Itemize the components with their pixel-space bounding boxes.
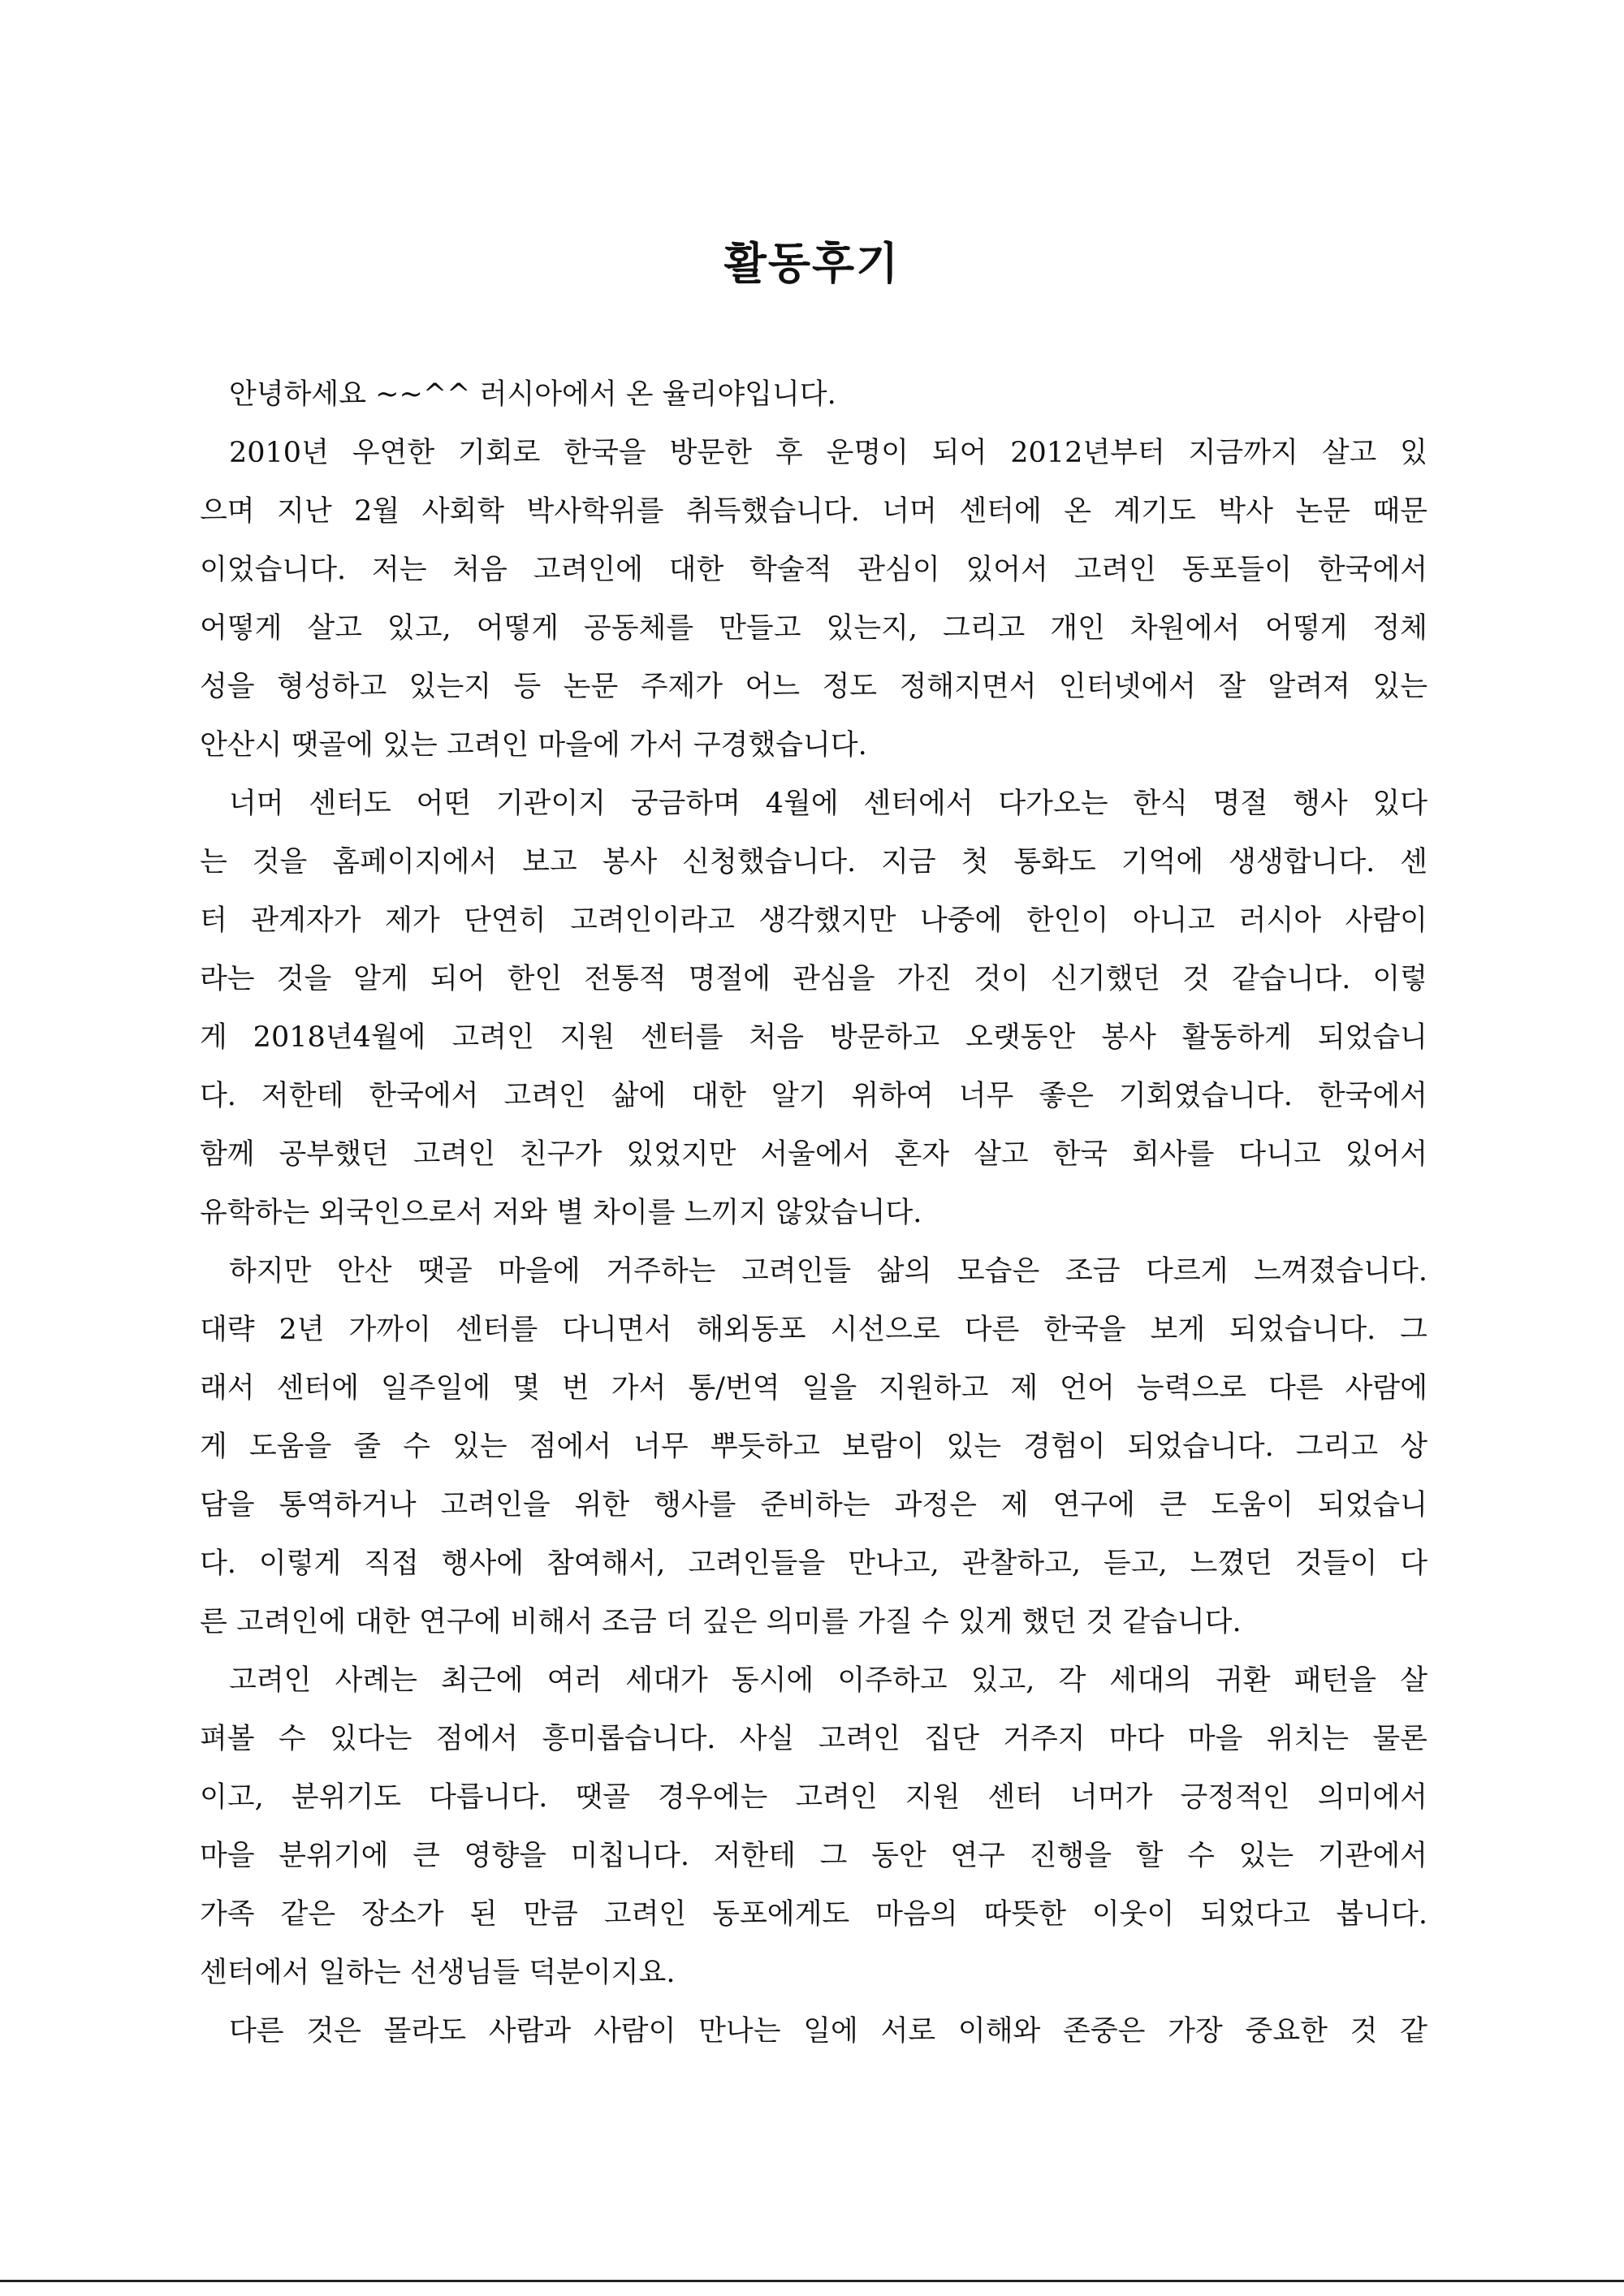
document-title: 활동후기 [723,237,901,289]
text-line: 2010년 우연한 기회로 한국을 방문한 후 운명이 되어 2012년부터 지금까지 살고 있 [229,437,1427,469]
text-line: 센터에서 일하는 선생님들 덕분이지요. [200,1957,676,1989]
text-line: 안산시 땟골에 있는 고려인 마을에 가서 구경했습니다. [200,729,867,762]
text-line: 함께 공부했던 고려인 친구가 있었지만 서울에서 혼자 살고 한국 회사를 다니고 있어서 [200,1138,1427,1171]
text-line: 다. 이렇게 직접 행사에 참여해서, 고려인들을 만나고, 관찰하고, 듣고, 느꼈던 것들이 다 [200,1547,1427,1580]
text-line: 유학하는 외국인으로서 저와 별 차이를 느끼지 않았습니다. [200,1197,922,1229]
text-line: 하지만 안산 땟골 마을에 거주하는 고려인들 삶의 모습은 조금 다르게 느껴졌습니다. [229,1255,1427,1288]
text-line: 이었습니다. 저는 처음 고려인에 대한 학술적 관심이 있어서 고려인 동포들이 한국에서 [200,554,1427,586]
page-bottom-rule [0,2280,1624,2282]
text-line: 성을 형성하고 있는지 등 논문 주제가 어느 정도 정해지면서 인터넷에서 잘 알려져 있는 [200,671,1427,703]
text-line: 다. 저한테 한국에서 고려인 삶에 대한 알기 위하여 너무 좋은 기회였습니다. 한국에서 [200,1080,1427,1112]
text-line: 안녕하세요 ~~^^ 러시아에서 온 율리야입니다. [229,378,836,411]
text-line: 펴볼 수 있다는 점에서 흥미롭습니다. 사실 고려인 집단 거주지 마다 마을 위치는 물론 [200,1723,1427,1755]
text-line: 이고, 분위기도 다릅니다. 땟골 경우에는 고려인 지원 센터 너머가 긍정적인 의미에서 [200,1781,1427,1814]
text-line: 어떻게 살고 있고, 어떻게 공동체를 만들고 있는지, 그리고 개인 차원에서 어떻게 정체 [200,612,1427,645]
text-line: 고려인 사례는 최근에 여러 세대가 동시에 이주하고 있고, 각 세대의 귀환 패턴을 살 [229,1664,1427,1697]
document-body [200,365,1427,2061]
text-line: 래서 센터에 일주일에 몇 번 가서 통/번역 일을 지원하고 제 언어 능력으로 다른 사람에 [200,1372,1427,1405]
text-line: 너머 센터도 어떤 기관이지 궁금하며 4월에 센터에서 다가오는 한식 명절 행사 있다 [229,788,1427,820]
text-line: 라는 것을 알게 되어 한인 전통적 명절에 관심을 가진 것이 신기했던 것 같습니다. 이렇 [200,963,1427,995]
text-line: 게 2018년4월에 고려인 지원 센터를 처음 방문하고 오랫동안 봉사 활동하게 되었습니 [200,1021,1427,1054]
text-line: 게 도움을 줄 수 있는 점에서 너무 뿌듯하고 보람이 있는 경험이 되었습니다. 그리고 상 [200,1431,1427,1463]
text-line: 담을 통역하거나 고려인을 위한 행사를 준비하는 과정은 제 연구에 큰 도움이 되었습니 [200,1489,1427,1521]
text-line: 른 고려인에 대한 연구에 비해서 조금 더 깊은 의미를 가질 수 있게 했던 것 같습니다. [200,1606,1242,1638]
text-line: 대략 2년 가까이 센터를 다니면서 해외동포 시선으로 다른 한국을 보게 되었습니다. 그 [200,1314,1427,1346]
text-line: 으며 지난 2월 사회학 박사학위를 취득했습니다. 너머 센터에 온 계기도 박사 논문 때문 [200,495,1427,528]
text-line: 는 것을 홈페이지에서 보고 봉사 신청했습니다. 지금 첫 통화도 기억에 생생합니다. 센 [200,846,1427,878]
text-line: 다른 것은 몰라도 사람과 사람이 만나는 일에 서로 이해와 존중은 가장 중요한 것 같 [229,2015,1427,2048]
text-line: 마을 분위기에 큰 영향을 미칩니다. 저한테 그 동안 연구 진행을 할 수 있는 기관에서 [200,1840,1427,1872]
text-line: 터 관계자가 제가 단연히 고려인이라고 생각했지만 나중에 한인이 아니고 러시아 사람이 [200,904,1427,937]
text-line: 가족 같은 장소가 된 만큼 고려인 동포에게도 마음의 따뜻한 이웃이 되었다고 봅니다. [200,1898,1427,1931]
